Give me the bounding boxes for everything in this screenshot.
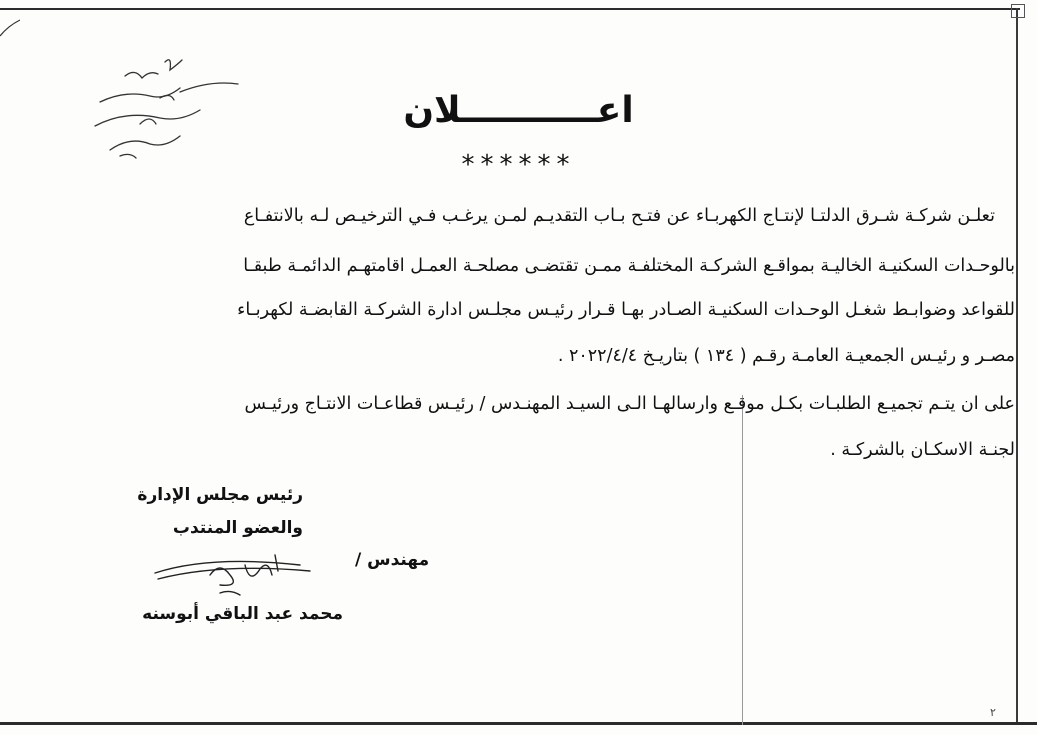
announcement-title <box>0 90 1037 131</box>
top-border-line <box>0 8 1020 10</box>
engineer-label: مهندس / <box>355 550 430 570</box>
body-line-6: لجنـة الاسكـان بالشركـة . <box>830 440 1015 460</box>
body-line-4: مصـر و رئيـس الجمعيـة العامـة رقـم ( ١٣٤ ) بتاريـخ ٢٠٢٢/٤/٤ . <box>557 346 1015 366</box>
signatory-title-line-1: رئيس مجلس الإدارة <box>137 485 303 505</box>
bottom-border-line <box>0 722 1037 725</box>
stray-pen-mark <box>0 18 20 38</box>
body-line-3: للقواعد وضوابـط شغـل الوحـدات السكنيـة الصـادر بهـا قـرار رئيـس مجلـس ادارة الشركـة القابضـة لكهربـاء <box>237 300 1015 320</box>
body-line-2: بالوحـدات السكنيـة الخاليـة بمواقـع الشركـة المختلفـة ممـن تقتضـى مصلحـة العمـل اقامتهـم الدائمـة طبقـا <box>243 256 1015 276</box>
stars-separator: ****** <box>461 150 576 180</box>
body-line-5: على ان يتـم تجميـع الطلبـات بكـل موقـع وارسالهـا الـى السيـد المهنـدس / رئيـس قطاعـات الانتـاج ورئيـس <box>244 394 1015 414</box>
body-line-1: تعلـن شركـة شـرق الدلتـا لإنتـاج الكهربـاء عن فتـح بـاب التقديـم لمـن يرغـب فـي الترخيـص لـه بالانتفـاع <box>243 206 995 226</box>
fold-line <box>742 395 743 725</box>
signatory-title-line-2: والعضو المنتدب <box>172 518 303 538</box>
page-number: ٢ <box>990 706 996 719</box>
signatory-name: محمد عبد الباقي أبوسنه <box>142 604 343 624</box>
announcement-title-text: اعـــــــــــلان <box>403 90 634 132</box>
corner-mark <box>1011 4 1025 18</box>
